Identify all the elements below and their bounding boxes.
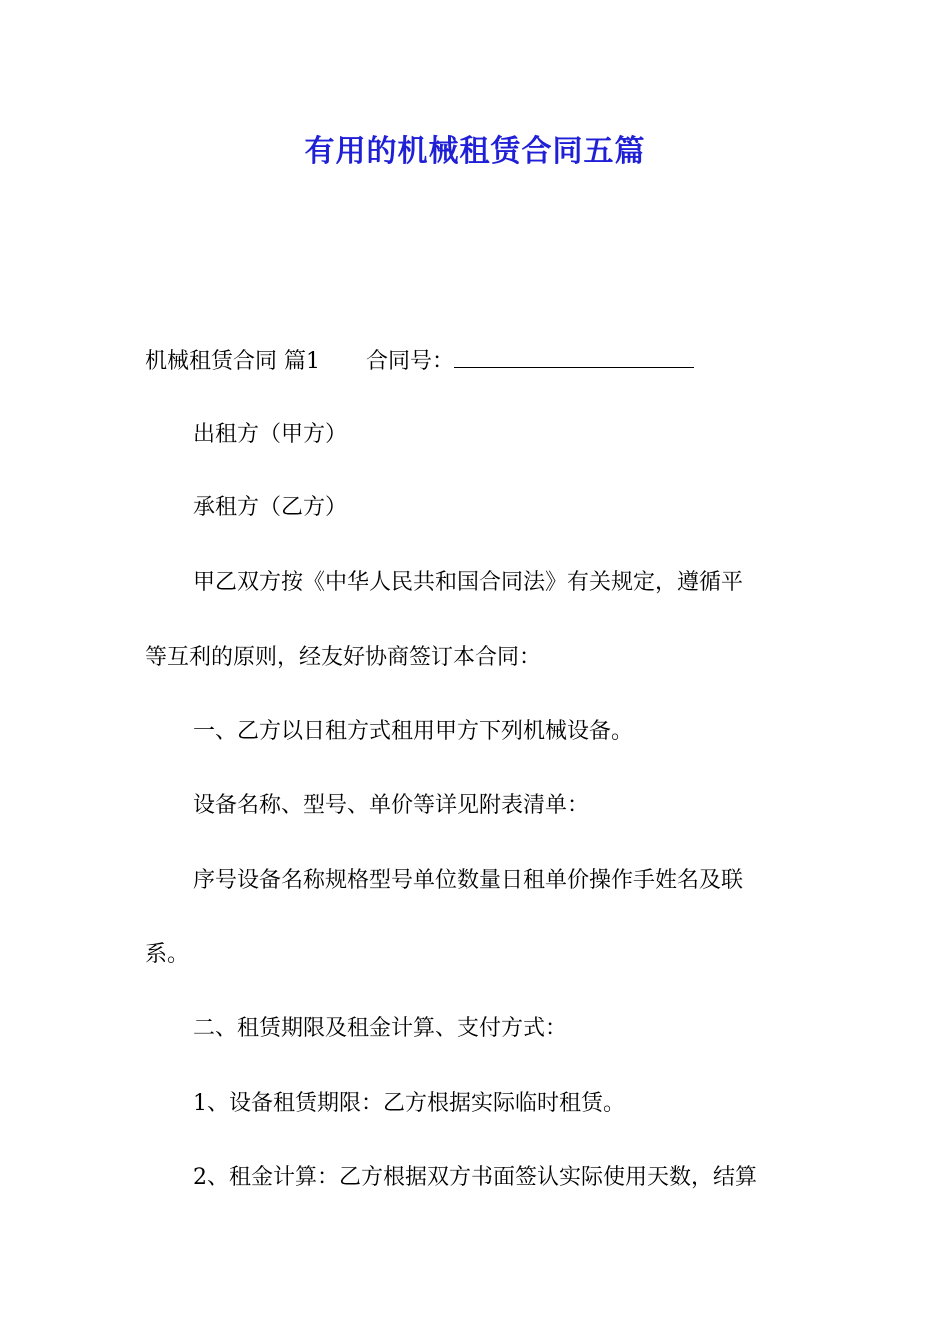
lessor-line: 出租方（甲方） (193, 422, 348, 447)
equipment-columns-line-2: 系。 (145, 942, 190, 967)
preamble-line-1: 甲乙双方按《中华人民共和国合同法》有关规定，遵循平 (193, 570, 744, 595)
preamble-line-2: 等互利的原则，经友好协商签订本合同： (145, 645, 542, 670)
clause-1-line: 一、乙方以日租方式租用甲方下列机械设备。 (193, 719, 634, 744)
contract-number-label: 合同号： (366, 349, 455, 374)
contract-number-blank (454, 345, 694, 368)
clause-2-item-1: 1、设备租赁期限：乙方根据实际临时租赁。 (193, 1091, 625, 1116)
section-label: 机械租赁合同 篇1 (145, 349, 320, 374)
clause-2-item-2: 2、租金计算：乙方根据双方书面签认实际使用天数，结算 (193, 1165, 757, 1190)
equipment-list-line: 设备名称、型号、单价等详见附表清单： (193, 793, 590, 818)
document-title: 有用的机械租赁合同五篇 (304, 134, 646, 169)
lessee-line: 承租方（乙方） (193, 495, 348, 520)
clause-2-line: 二、租赁期限及租金计算、支付方式： (193, 1016, 568, 1041)
equipment-columns-line-1: 序号设备名称规格型号单位数量日租单价操作手姓名及联 (193, 868, 744, 893)
contract-header-line (145, 345, 810, 377)
